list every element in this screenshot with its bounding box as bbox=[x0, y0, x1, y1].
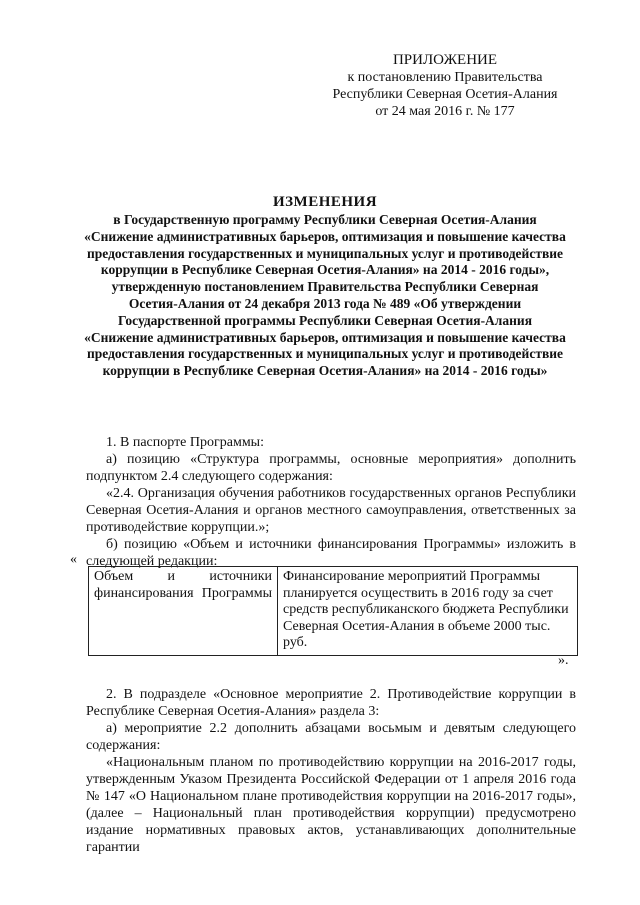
heading-title: ИЗМЕНЕНИЯ bbox=[272, 194, 378, 210]
paragraph: б) позицию «Объем и источники финансирования Программы» изложить в следующей редакции: bbox=[86, 537, 576, 569]
paragraph: а) мероприятие 2.2 дополнить абзацами восьмым и девятым следующего содержания: bbox=[86, 721, 576, 753]
appendix-header bbox=[320, 52, 570, 120]
appendix-line-3: от 24 мая 2016 г. № 177 bbox=[375, 104, 515, 119]
quote-close-mark: ». bbox=[558, 653, 569, 668]
heading-line: предоставления государственных и муниципальных услуг и противодействие bbox=[86, 245, 564, 261]
quote-open-mark: « bbox=[70, 552, 77, 567]
heading-line: предоставления государственных и муниципальных услуг и противодействие bbox=[86, 346, 564, 362]
paragraph: 1. В паспорте Программы: bbox=[106, 435, 264, 450]
heading-line: Осетия-Алания от 24 декабря 2013 года № 489 «Об утверждении bbox=[128, 295, 522, 311]
section-1 bbox=[86, 434, 576, 570]
appendix-title: ПРИЛОЖЕНИЕ bbox=[392, 52, 498, 68]
document-heading bbox=[60, 192, 590, 380]
heading-line: «Снижение административных барьеров, оптимизация и повышение качества bbox=[84, 228, 566, 244]
heading-line: в Государственную программу Республики Северная Осетия-Алания bbox=[113, 212, 537, 227]
table-row bbox=[89, 567, 578, 656]
heading-line: утвержденную постановлением Правительства Республики Северная bbox=[111, 279, 539, 295]
paragraph: «2.4. Организация обучения работников государственных органов Республики Северная Осетия-Алания и органов местного самоуправления, ответственных за противодействие коррупции.»; bbox=[86, 486, 576, 535]
appendix-line-1: к постановлению Правительства bbox=[347, 70, 543, 85]
heading-line: коррупции в Республике Северная Осетия-Алания» на 2014 - 2016 годы» bbox=[102, 363, 548, 379]
financing-table bbox=[88, 566, 578, 656]
table-cell-label: Объем и источники финансирования Программы bbox=[89, 567, 278, 656]
appendix-line-2: Республики Северная Осетия-Алания bbox=[332, 87, 558, 102]
paragraph: а) позицию «Структура программы, основные мероприятия» дополнить подпунктом 2.4 следующего содержания: bbox=[86, 452, 576, 484]
heading-line: Государственной программы Республики Северная Осетия-Алания bbox=[117, 312, 532, 328]
paragraph: 2. В подразделе «Основное мероприятие 2. Противодействие коррупции в Республике Северная Осетия-Алания» раздела 3: bbox=[86, 687, 576, 719]
heading-line: «Снижение административных барьеров, оптимизация и повышение качества bbox=[84, 329, 566, 345]
paragraph: «Национальным планом по противодействию коррупции на 2016-2017 годы, утвержденным Указом Президента Российской Федерации от 1 апреля 2016 года № 147 «О Национальном плане противодействия коррупции на 2016-2017 годы», (далее – Национальный план противодействия коррупции) предусмотрено издание нормативных правовых актов, устанавливающих дополнительные гарантии bbox=[86, 755, 576, 855]
section-2 bbox=[86, 686, 576, 856]
table-cell-value: Финансирование мероприятий Программы планируется осуществить в 2016 году за счет средств республиканского бюджета Республики Северная Осетия-Алания в объеме 2000 тыс. руб. bbox=[278, 567, 578, 656]
heading-line: коррупции в Республике Северная Осетия-Алания» на 2014 - 2016 годы», bbox=[100, 262, 550, 278]
